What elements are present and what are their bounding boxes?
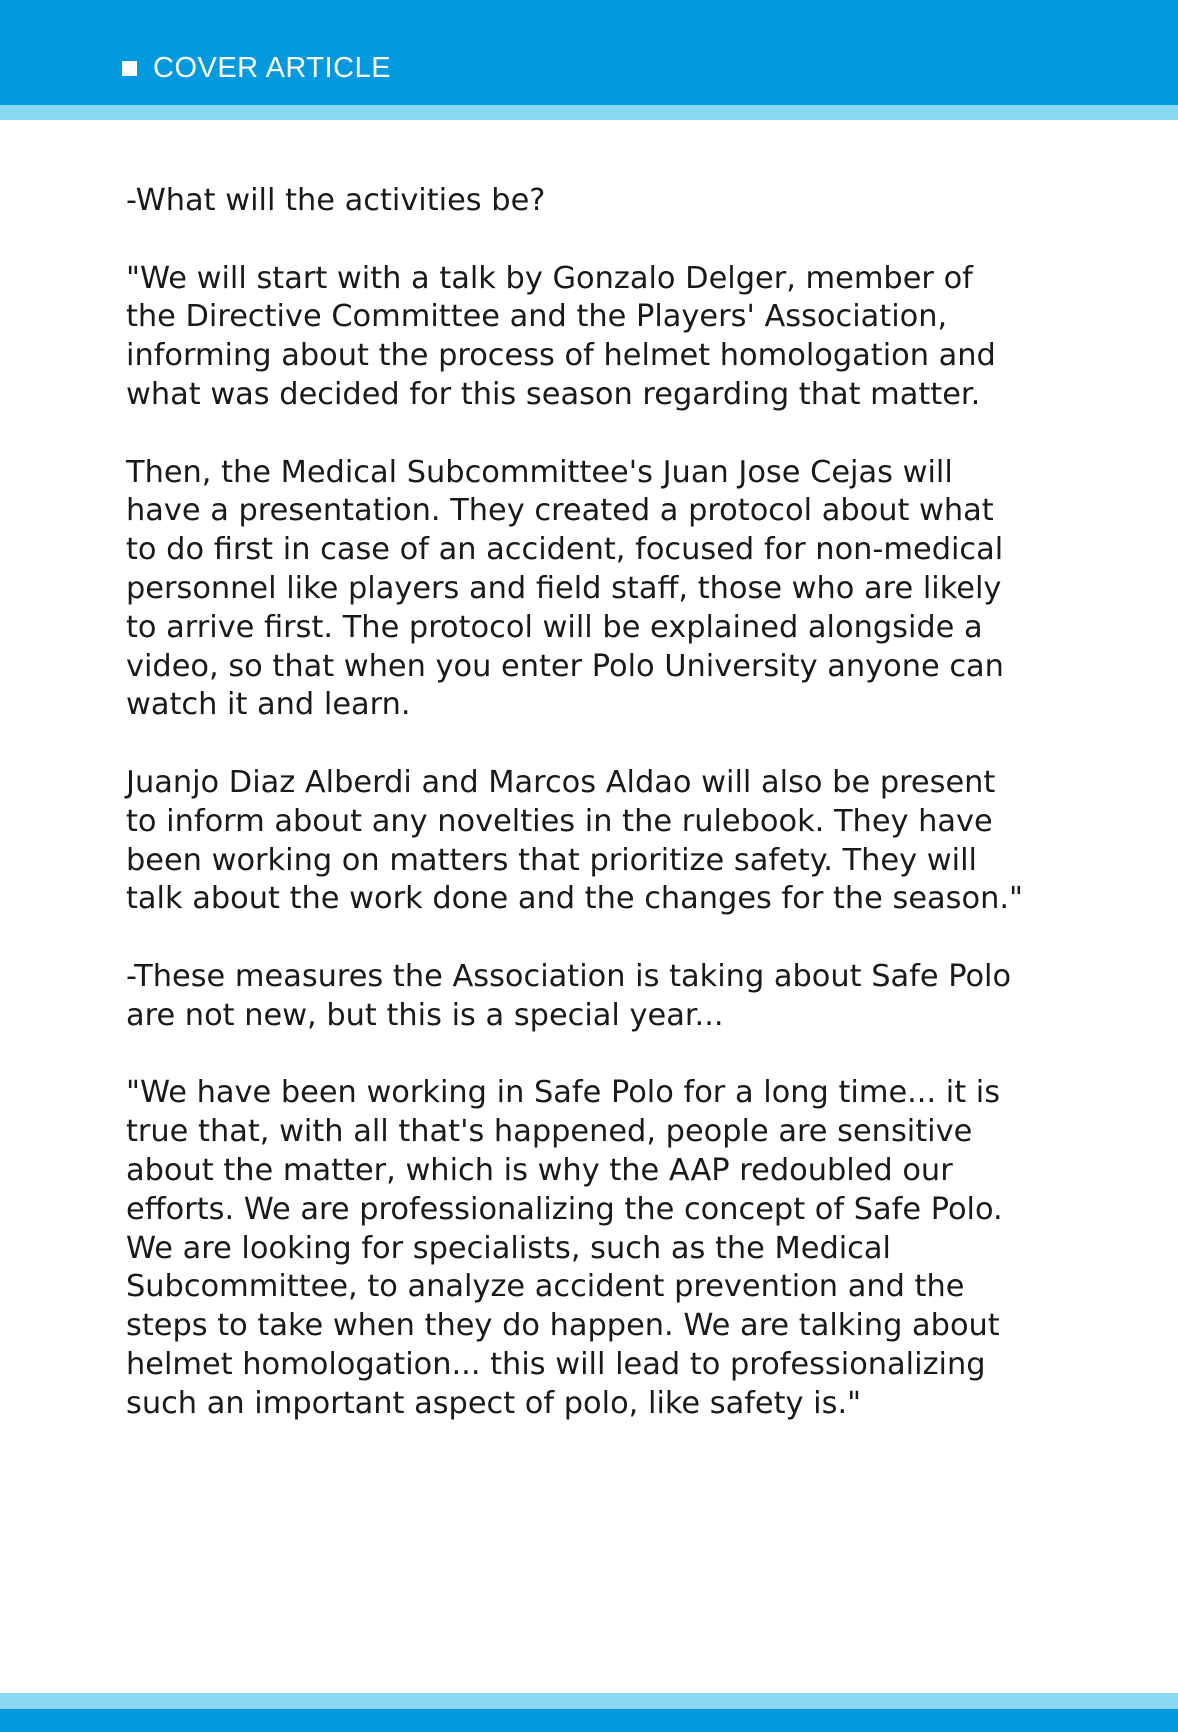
article-body [126,182,1061,1424]
question-activities: -What will the activities be? [126,183,546,218]
section-label [122,46,391,90]
answer-paragraph-safe-polo: "We have been working in Safe Polo for a long time... it is true that, with all that's happened, people are sensitive about the matter, which is why the AAP redoubled our efforts. We are professionalizing the concept of Safe Polo. We are looking for specialists, such as the Medical Subcommittee, to analyze accident prevention and the steps to take when they do happen. We are talking about helmet homologation... this will lead to professionalizing such an important aspect of polo, like safety is." [126,1075,1003,1421]
square-bullet-icon [122,61,137,76]
answer-paragraph-talk: "We will start with a talk by Gonzalo Delger, member of the Directive Committee and the Players' Association, informing about the process of helmet homologation and what was decided for this season regarding that matter. [126,260,996,412]
section-label-text: COVER ARTICLE [153,52,392,84]
answer-paragraph-rulebook: Juanjo Diaz Alberdi and Marcos Aldao will also be present to inform about any novelties in the rulebook. They have been working on matters that prioritize safety. They will talk about the work done and the changes for the season." [126,764,1023,917]
header-stripe [0,105,1178,120]
footer-bar [0,1709,1178,1732]
answer-paragraph-protocol: Then, the Medical Subcommittee's Juan Jose Cejas will have a presentation. They created a protocol about what to do first in case of an accident, focused for non-medical personnel like players and field staff, those who are likely to arrive first. The protocol will be explained alongside a video, so that when you enter Polo University anyone can watch it and learn. [126,454,1004,723]
question-special-year: -These measures the Association is taking about Safe Polo are not new, but this is a special year... [126,958,1012,1033]
footer-stripe [0,1693,1178,1709]
